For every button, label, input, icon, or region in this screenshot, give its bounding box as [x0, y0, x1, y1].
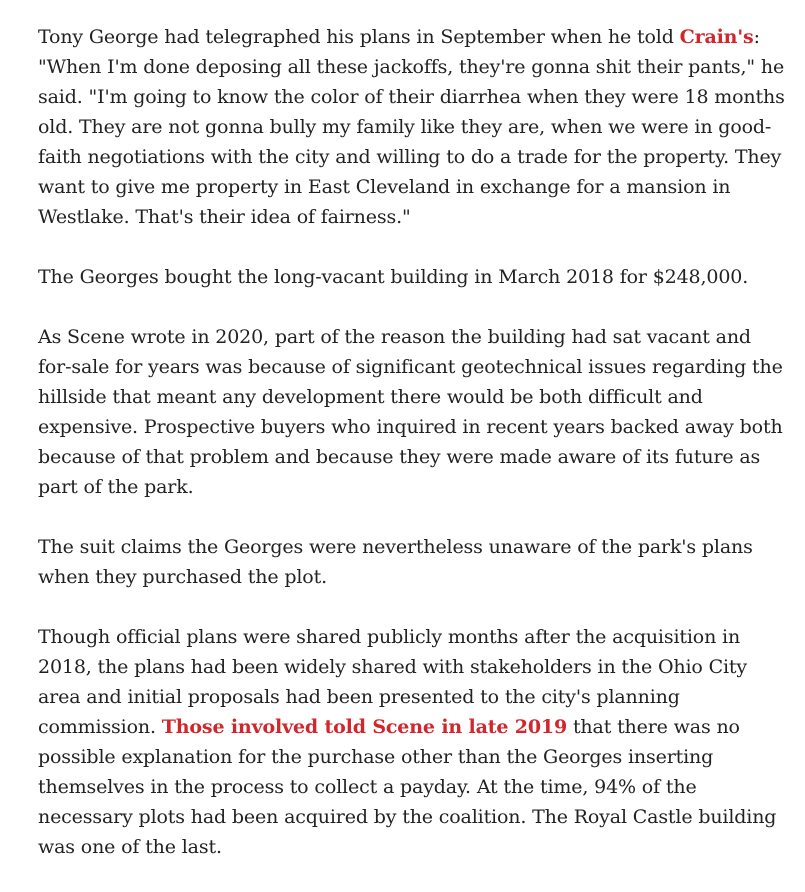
crains-link[interactable]: Crain's — [679, 26, 754, 48]
paragraph-text: Though official plans were shared publicly months after the acquisition in 2018, the plans had been widely shared with stakeholders in the Ohio City area and initial proposals had been presented to the city's planning commission. — [38, 626, 747, 738]
article-body — [38, 22, 790, 892]
paragraph-suit-claims: The suit claims the Georges were nevertheless unaware of the park's plans when they purchased the plot. — [38, 536, 753, 588]
paragraph-text: Tony George had telegraphed his plans in September when he told — [38, 26, 680, 48]
paragraph-text: that there was no possible explanation for the purchase other than the Georges inserting themselves in the process to collect a payday. At the time, 94% of the necessary plots had been acquired by the coalition. The Royal Castle building was one of the last. — [38, 716, 777, 858]
those-involved-link[interactable]: Those involved told Scene in late 2019 — [161, 716, 568, 738]
paragraph-geotechnical: As Scene wrote in 2020, part of the reason the building had sat vacant and for-sale for years was because of significant geotechnical issues regarding the hillside that meant any development there would be both difficult and expensive. Prospective buyers who inquired in recent years backed away both because of that problem and because they were made aware of its future as part of the park. — [38, 326, 783, 498]
paragraph-crains-quote — [38, 22, 790, 232]
paragraph-official-plans — [38, 622, 790, 862]
paragraph-purchase: The Georges bought the long-vacant building in March 2018 for $248,000. — [38, 266, 749, 288]
paragraph-text: : "When I'm done deposing all these jackoffs, they're gonna shit their pants," he said. "I'm going to know the color of their diarrhea when they were 18 months old. They are not gonna bully my family like they are, when we were in good-faith negotiations with the city and willing to do a trade for the property. They want to give me property in East Cleveland in exchange for a mansion in Westlake. That's their idea of fairness." — [38, 26, 785, 228]
